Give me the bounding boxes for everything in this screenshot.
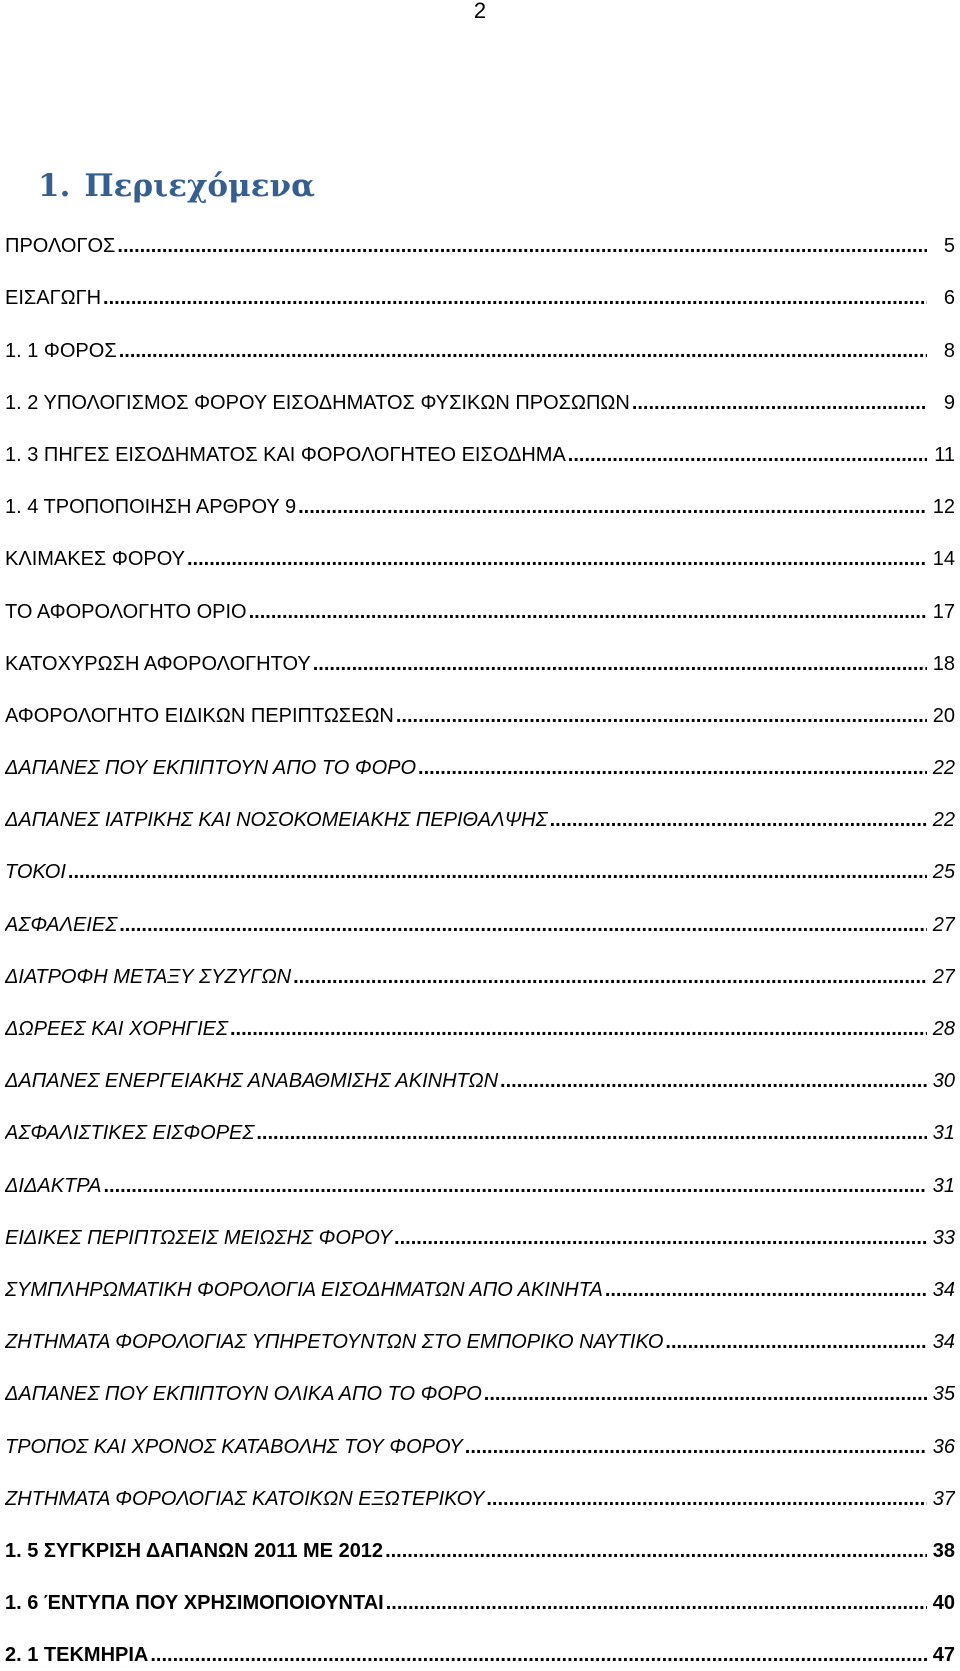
toc-entry-title: 2. 1 ΤΕΚΜΗΡΙΑ <box>5 1644 149 1667</box>
toc-entry-leader <box>394 1226 927 1250</box>
toc-entry-page: 33 <box>932 1226 955 1249</box>
toc-entry-title: 1. 2 ΥΠΟΛΟΓΙΣΜΟΣ ΦΟΡΟΥ ΕΙΣΟΔΗΜΑΤΟΣ ΦΥΣΙΚΩΝ ΠΡΟΣΩΠΩΝ <box>5 391 630 414</box>
toc-entry-page: 31 <box>932 1174 955 1197</box>
toc-entry-page: 12 <box>932 496 955 519</box>
toc-entry-page: 14 <box>932 548 955 571</box>
toc-entry[interactable] <box>5 993 955 1045</box>
toc-entry-leader <box>119 913 927 937</box>
toc-entry-leader <box>486 1487 927 1511</box>
toc-entry-title: ΠΡΟΛΟΓΟΣ <box>5 235 116 258</box>
toc-entry[interactable] <box>5 888 955 940</box>
toc-entry[interactable] <box>5 784 955 836</box>
toc-entry-leader <box>568 443 927 467</box>
toc-entry-leader <box>313 652 927 676</box>
toc-entry-page: 28 <box>932 1018 955 1040</box>
toc-entry[interactable] <box>5 836 955 888</box>
toc-entry[interactable] <box>5 1202 955 1254</box>
toc-entry-title: ΔΙΔΑΚΤΡΑ <box>5 1174 102 1197</box>
toc-entry[interactable] <box>5 1097 955 1149</box>
toc-entry[interactable] <box>5 941 955 993</box>
toc-entry-title: ΚΑΤΟΧΥΡΩΣΗ ΑΦΟΡΟΛΟΓΗΤΟΥ <box>5 652 311 675</box>
toc-entry-page: 6 <box>943 287 955 310</box>
toc-entry-page: 34 <box>932 1278 955 1301</box>
toc-entry-page: 18 <box>932 652 955 675</box>
toc-entry-leader <box>605 1278 927 1302</box>
toc-entry[interactable] <box>5 314 955 366</box>
toc-entry-page: 31 <box>932 1122 955 1145</box>
toc-entry-leader <box>484 1382 927 1406</box>
toc-entry-title: ΕΙΔΙΚΕΣ ΠΕΡΙΠΤΩΣΕΙΣ ΜΕΙΩΣΗΣ ΦΟΡΟΥ <box>5 1226 393 1249</box>
toc-entry-title: ΕΙΣΑΓΩΓΗ <box>5 287 102 310</box>
toc-heading-number: 1. <box>38 168 71 204</box>
toc-entry-leader <box>396 704 927 728</box>
toc-entry-title: 1. 5 ΣΥΓΚΡΙΣΗ ΔΑΠΑΝΩΝ 2011 ΜΕ 2012 <box>5 1539 384 1562</box>
toc-entry-leader <box>119 339 927 363</box>
page-number: 2 <box>473 0 487 23</box>
toc-entry-leader <box>386 1591 927 1615</box>
toc-entry-page: 20 <box>932 704 955 727</box>
toc-entry-page: 22 <box>932 757 955 780</box>
toc-entry-page: 34 <box>932 1331 955 1354</box>
toc-entry-title: ΔΑΠΑΝΕΣ ΠΟΥ ΕΚΠΙΠΤΟΥΝ ΟΛΙΚΑ ΑΠΟ ΤΟ ΦΟΡΟ <box>5 1383 482 1406</box>
toc-entry-leader <box>385 1539 927 1563</box>
toc-entry-title: ΖΗΤΗΜΑΤΑ ΦΟΡΟΛΟΓΙΑΣ ΥΠΗΡΕΤΟΥΝΤΩΝ ΣΤΟ ΕΜΠΟΡΙΚΟ ΝΑΥΤΙΚΟ <box>5 1331 664 1354</box>
toc-entry-title: 1. 1 ΦΟΡΟΣ <box>5 339 117 362</box>
toc-entry-title: 1. 4 ΤΡΟΠΟΠΟΙΗΣΗ ΑΡΘΡΟΥ 9 <box>5 496 297 519</box>
toc-entry-page: 37 <box>932 1487 955 1510</box>
toc-entry-page: 40 <box>932 1592 955 1615</box>
toc-entry-leader <box>249 600 927 624</box>
toc-entry-page: 27 <box>932 913 955 936</box>
toc-entry-page: 17 <box>932 600 955 623</box>
toc-entry[interactable] <box>5 1567 955 1619</box>
toc-entry-title: ΔΩΡΕΕΣ ΚΑΙ ΧΟΡΗΓΙΕΣ <box>5 1018 228 1040</box>
toc-entry-page: 47 <box>932 1644 955 1667</box>
toc-entry-page: 27 <box>932 965 955 988</box>
toc-entry-leader <box>665 1330 927 1354</box>
toc-entry-title: ΑΦΟΡΟΛΟΓΗΤΟ ΕΙΔΙΚΩΝ ΠΕΡΙΠΤΩΣΕΩΝ <box>5 704 394 727</box>
toc-entry[interactable] <box>5 262 955 314</box>
toc-entry-page: 30 <box>932 1070 955 1093</box>
toc-entry-leader <box>103 286 927 310</box>
toc-entry-title: ΑΣΦΑΛΕΙΕΣ <box>5 913 118 936</box>
toc-entry-title: ΔΑΠΑΝΕΣ ΙΑΤΡΙΚΗΣ ΚΑΙ ΝΟΣΟΚΟΜΕΙΑΚΗΣ ΠΕΡΙΘΑΛΨΗΣ <box>5 809 548 832</box>
toc-entry-leader <box>68 860 927 884</box>
toc-entry[interactable] <box>5 628 955 680</box>
toc-entry-leader <box>230 1017 927 1041</box>
toc-entry-page: 8 <box>943 339 955 362</box>
toc-entry-leader <box>500 1069 927 1093</box>
toc-entry-page: 35 <box>932 1383 955 1406</box>
toc-entry[interactable] <box>5 575 955 627</box>
toc-entry-leader <box>150 1643 927 1667</box>
toc-entry-leader <box>418 756 927 780</box>
toc-entry-title: ΑΣΦΑΛΙΣΤΙΚΕΣ ΕΙΣΦΟΡΕΣ <box>5 1122 255 1145</box>
toc-entry[interactable] <box>5 1515 955 1567</box>
toc-entry-leader <box>465 1435 927 1459</box>
toc-entry-leader <box>103 1174 927 1198</box>
toc-heading <box>38 166 315 206</box>
toc-entry-title: ΤΟΚΟΙ <box>5 861 66 884</box>
toc-entry[interactable] <box>5 210 955 262</box>
toc-entry-title: ΣΥΜΠΛΗΡΩΜΑΤΙΚΗ ΦΟΡΟΛΟΓΙΑ ΕΙΣΟΔΗΜΑΤΩΝ ΑΠΟ ΑΚΙΝΗΤΑ <box>5 1278 603 1301</box>
toc-entry-leader <box>256 1121 927 1145</box>
toc-entry[interactable] <box>5 732 955 784</box>
toc-entry[interactable] <box>5 1619 955 1671</box>
toc-entry-page: 9 <box>943 391 955 414</box>
toc-entry[interactable] <box>5 523 955 575</box>
toc-entry[interactable] <box>5 367 955 419</box>
toc-entry[interactable] <box>5 419 955 471</box>
toc-entry-title: 1. 3 ΠΗΓΕΣ ΕΙΣΟΔΗΜΑΤΟΣ ΚΑΙ ΦΟΡΟΛΟΓΗΤΕΟ ΕΙΣΟΔΗΜΑ <box>5 443 566 466</box>
toc-entry-leader <box>293 965 927 989</box>
toc-entry-page: 11 <box>934 443 955 466</box>
toc-entry[interactable] <box>5 1045 955 1097</box>
toc-entry-title: ΤΡΟΠΟΣ ΚΑΙ ΧΡΟΝΟΣ ΚΑΤΑΒΟΛΗΣ ΤΟΥ ΦΟΡΟΥ <box>5 1435 463 1458</box>
toc-entry[interactable] <box>5 471 955 523</box>
toc-entry[interactable] <box>5 680 955 732</box>
toc-entry-page: 36 <box>932 1435 955 1458</box>
toc-entry[interactable] <box>5 1463 955 1515</box>
toc-entry[interactable] <box>5 1306 955 1358</box>
toc-entry-leader <box>550 808 927 832</box>
toc-entry-title: ΖΗΤΗΜΑΤΑ ΦΟΡΟΛΟΓΙΑΣ ΚΑΤΟΙΚΩΝ ΕΞΩΤΕΡΙΚΟΥ <box>5 1487 485 1510</box>
toc-entry[interactable] <box>5 1410 955 1462</box>
toc-entry[interactable] <box>5 1149 955 1201</box>
toc-entry-title: ΔΑΠΑΝΕΣ ΕΝΕΡΓΕΙΑΚΗΣ ΑΝΑΒΑΘΜΙΣΗΣ ΑΚΙΝΗΤΩΝ <box>5 1070 499 1093</box>
toc-entry-title: 1. 6 ΈΝΤΥΠΑ ΠΟΥ ΧΡΗΣΙΜΟΠΟΙΟΥΝΤΑΙ <box>5 1592 384 1615</box>
toc-entry[interactable] <box>5 1254 955 1306</box>
toc-entry-page: 25 <box>932 861 955 884</box>
toc-entry-leader <box>117 234 927 258</box>
toc-entry-title: ΤΟ ΑΦΟΡΟΛΟΓΗΤΟ ΟΡΙΟ <box>5 600 247 623</box>
toc-entry-page: 5 <box>943 235 955 258</box>
toc-entry-leader <box>632 391 927 415</box>
toc-entry-leader <box>187 547 927 571</box>
toc-entry-leader <box>298 495 927 519</box>
toc-entry-title: ΔΙΑΤΡΟΦΗ ΜΕΤΑΞΥ ΣΥΖΥΓΩΝ <box>5 965 292 988</box>
toc-list <box>5 210 955 1671</box>
toc-heading-title: Περιεχόμενα <box>84 168 315 204</box>
toc-entry-page: 22 <box>932 809 955 832</box>
toc-entry-title: ΔΑΠΑΝΕΣ ΠΟΥ ΕΚΠΙΠΤΟΥΝ ΑΠΟ ΤΟ ΦΟΡΟ <box>5 757 417 780</box>
toc-entry-page: 38 <box>932 1539 955 1562</box>
toc-entry-title: ΚΛΙΜΑΚΕΣ ΦΟΡΟΥ <box>5 548 185 571</box>
toc-entry[interactable] <box>5 1358 955 1410</box>
